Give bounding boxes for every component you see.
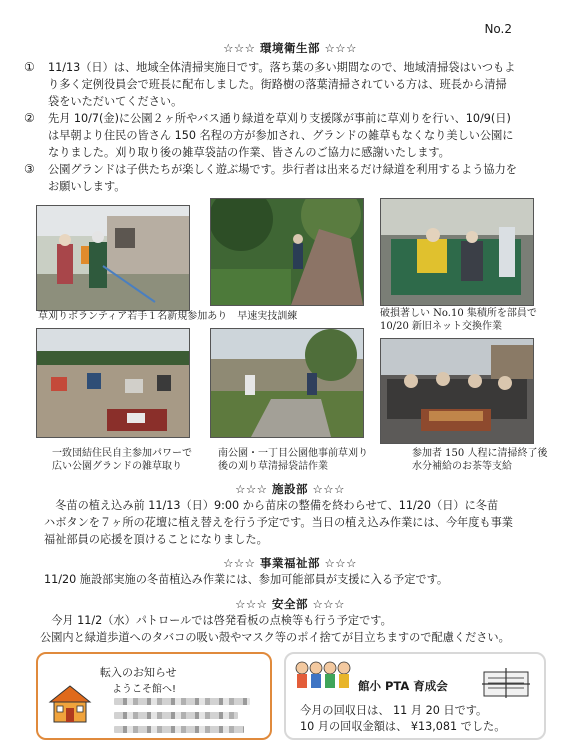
redacted-name-1 [114, 698, 250, 705]
children-icon [294, 660, 352, 698]
facility-heading: ☆☆☆ 施設部 ☆☆☆ [235, 482, 345, 496]
page-number: No.2 [484, 22, 512, 36]
facility-text: 冬苗の植え込み前 11/13（日）9:00 から苗床の整備を終わらせて、11/20（日）に冬苗 ハボタンを７ヶ所の花壇に植え替えを行う予定です。当日の植え込み作業には、今年度も事業 福祉部員の応援を頂けることになりました。 [44, 499, 513, 546]
photo-grass-bagging [210, 328, 364, 438]
photo-ground-weeding [36, 328, 190, 438]
photo-caption-4: 一致団結住民自主参加パワーで 広い公園グランドの雑草取り [52, 448, 192, 472]
photo-tea-service [380, 338, 534, 444]
photo-mowing-training [36, 205, 190, 311]
newspaper-bundle-icon [482, 664, 532, 704]
move-in-notice-subtitle: ようこそ館へ! [112, 684, 177, 695]
env-item-2-num: ② [24, 111, 35, 125]
welfare-text: 11/20 施設部実施の冬苗植込み作業には、参加可能部員が支援に入る予定です。 [44, 573, 449, 586]
welfare-heading: ☆☆☆ 事業福祉部 ☆☆☆ [223, 556, 357, 570]
env-item-1-text: 11/13（日）は、地域全体清掃実施日です。落ち葉の多い期間なので、地域清掃袋はいつもよ り多く定例役員会で班長に配布しました。街路樹の落葉清掃されている方は、班長から清掃 袋をいただいてください。 [48, 61, 516, 108]
move-in-notice-box [36, 652, 272, 740]
pta-box [284, 652, 546, 740]
pta-collection-date: 今月の回収日は、 11 月 20 日です。 [300, 704, 488, 717]
safety-text: 今月 11/2（水）パトロールでは啓発看板の点検等も行う予定です。 公園内と緑道歩道へのタバコの吸い殻やマスク等のポイ捨てが目立ちますので配慮ください。 [40, 614, 510, 644]
photo-green-path [210, 198, 364, 306]
photo-net-replacement [380, 198, 534, 306]
env-item-3-num: ③ [24, 162, 35, 176]
photo-caption-1: 草刈りボランティア若手１名新規参加あり 早速実技訓練 [38, 311, 298, 322]
photo-caption-6: 参加者 150 人程に清掃終了後 水分補給のお茶等支給 [412, 448, 548, 472]
env-heading: ☆☆☆ 環境衛生部 ☆☆☆ [223, 41, 357, 55]
move-in-notice-title: 転入のお知らせ [100, 666, 177, 679]
env-item-1-num: ① [24, 60, 35, 74]
pta-title: 館小 PTA 育成会 [358, 679, 448, 693]
pta-collection-amount: 10 月の回収金額は、 ¥13,081 でした。 [300, 720, 506, 733]
safety-heading: ☆☆☆ 安全部 ☆☆☆ [235, 597, 345, 611]
env-item-3-text: 公園グランドは子供たちが楽しく遊ぶ場です。歩行者は出来るだけ緑道を利用するよう協力を お願いします。 [48, 163, 517, 193]
env-item-2-text: 先月 10/7(金)に公園２ヶ所やバス通り緑道を草刈り支援隊が事前に草刈りを行い、10/9(日) は早朝より住民の皆さん 150 名程の方が参加され、グランドの雑草もなくなり美しい公園に なりました。刈り取り後の雑草袋詰の作業、皆さんのご協力に感謝いたします。 [48, 112, 514, 159]
redacted-name-2 [114, 712, 238, 719]
redacted-name-3 [114, 726, 244, 733]
photo-caption-5: 南公園・一丁目公園他事前草刈り 後の刈り草清掃袋詰作業 [218, 448, 368, 472]
house-icon [48, 684, 92, 728]
photo-caption-3: 破損著しい No.10 集積所を部員で 10/20 新旧ネット交換作業 [380, 308, 537, 332]
